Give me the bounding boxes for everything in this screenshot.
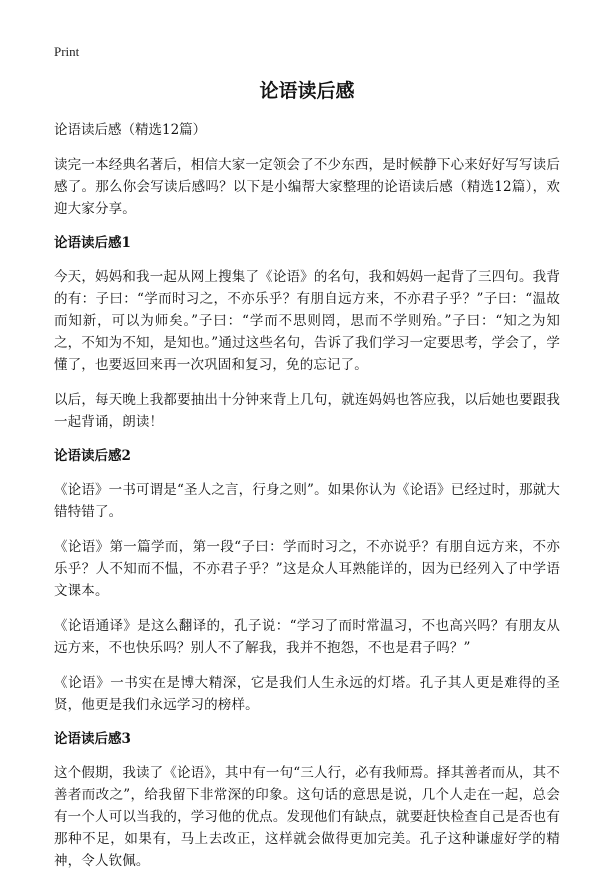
page-title: 论语读后感 [259,80,355,102]
section-1-paragraph-1: 今天，妈妈和我一起从网上搜集了《论语》的名句，我和妈妈一起背了三四句。我背的有：子曰：“学而时习之，不亦乐乎？有朋自远方来，不亦君子乎？”子曰：“温故而知新，可以为师矣。”子曰：“学而不思则罔，思而不学则殆。”子曰：“知之为知之，不知为不知，是知也。”通过这些名句，告诉了我们学习一定要思考，学会了，学懂了，也要返回来再一次巩固和复习，免的忘记了。 [54,269,560,373]
section-2-paragraph-1: 《论语》一书可谓是“圣人之言，行身之则”。如果你认为《论语》已经过时，那就大错特错了。 [54,482,560,520]
section-2-paragraph-2: 《论语》第一篇学而，第一段“子曰：学而时习之，不亦说乎？有朋自远方来，不亦乐乎？人不知而不愠，不亦君子乎？”这是众人耳熟能详的，因为已经列入了中学语文课本。 [54,539,560,599]
print-link[interactable]: Print [54,44,80,59]
section-3-paragraph-1: 这个假期，我读了《论语》，其中有一句“三人行，必有我师焉。择其善者而从，其不善者而改之”，给我留下非常深的印象。这句话的意思是说，几个人走在一起，总会有一个人可以当我的，学习他的优点。发现他们有缺点，就要赶快检查自己是否也有那种不足，如果有，马上去改正，这样就会做得更加完美。孔子这种谦虚好学的精神，令人钦佩。 [54,765,560,869]
section-heading-3: 论语读后感3 [54,731,131,747]
document-subtitle: 论语读后感（精选12篇） [54,122,207,138]
section-heading-2: 论语读后感2 [54,448,131,464]
section-2-paragraph-3: 《论语通译》是这么翻译的，孔子说：“学习了而时常温习，不也高兴吗？有朋友从远方来，不也快乐吗？别人不了解我，我并不抱怨，不也是君子吗？” [54,618,560,656]
section-2-paragraph-4: 《论语》一书实在是博大精深，它是我们人生永远的灯塔。孔子其人更是难得的圣贤，他更是我们永远学习的榜样。 [54,675,560,713]
section-1-paragraph-2: 以后，每天晚上我都要抽出十分钟来背上几句，就连妈妈也答应我，以后她也要跟我一起背诵，朗读！ [54,392,560,430]
section-heading-1: 论语读后感1 [54,235,131,251]
intro-paragraph: 读完一本经典名著后，相信大家一定领会了不少东西，是时候静下心来好好写写读后感了。那么你会写读后感吗？以下是小编帮大家整理的论语读后感（精选12篇），欢迎大家分享。 [54,157,560,217]
